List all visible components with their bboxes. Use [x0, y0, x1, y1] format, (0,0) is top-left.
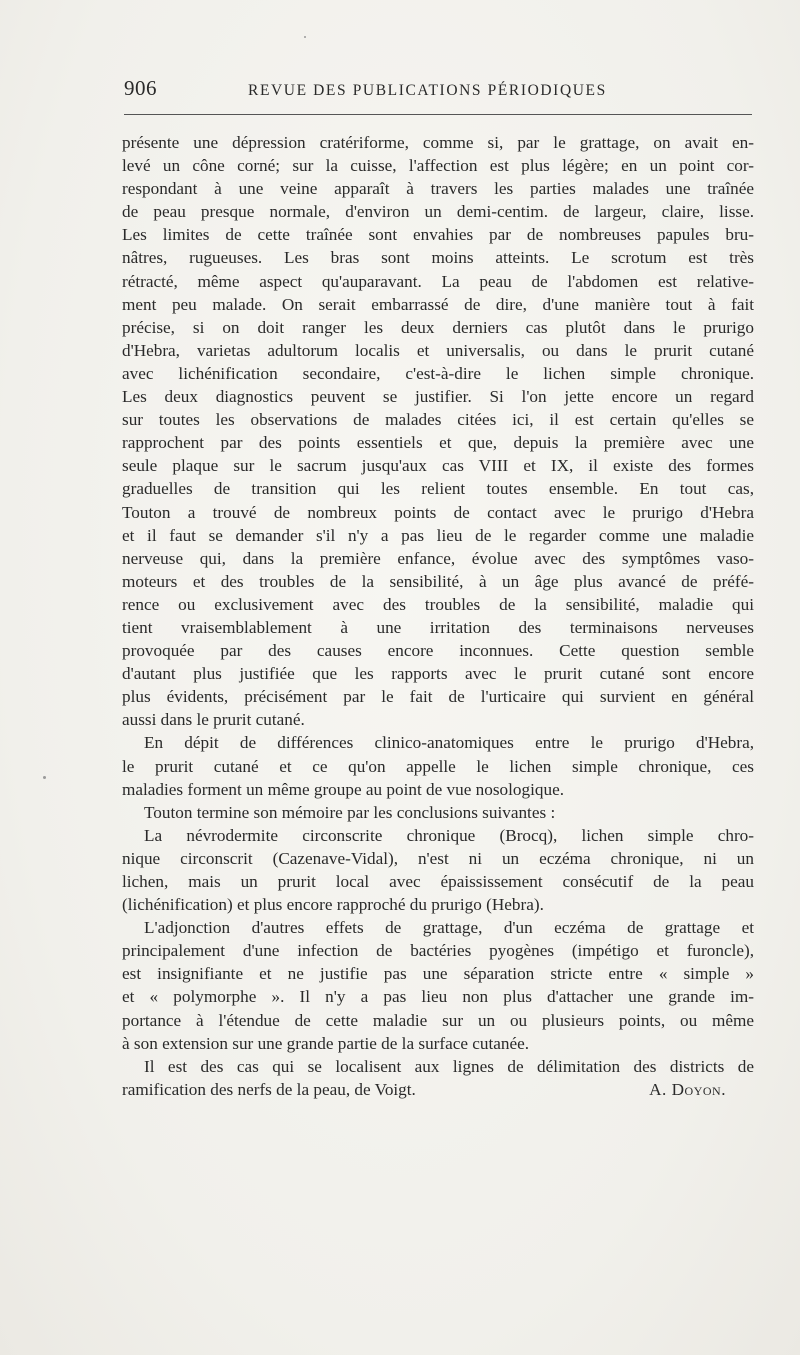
- text-line: levé un cône corné; sur la cuisse, l'affection est plus légère; en un point cor-: [122, 156, 754, 176]
- text-line: Il est des cas qui se localisent aux lignes de délimitation des districts de: [144, 1056, 754, 1076]
- text-line: présente une dépression cratériforme, comme si, par le grattage, on avait en-: [122, 133, 754, 152]
- text-line: Les deux diagnostics peuvent se justifier. Si l'on jette encore un regard: [122, 387, 754, 407]
- header-rule: [124, 114, 752, 115]
- text-line: d'autant plus justifiée que les rapports avec le prurit cutané sont encore: [122, 664, 754, 684]
- text-line: plus évidents, précisément par le fait de l'urticaire qui survient en général: [122, 687, 754, 707]
- text-line: à son extension sur une grande partie de la surface cutanée.: [122, 1033, 530, 1053]
- text-line: nerveuse qui, dans la première enfance, évolue avec des symptômes vaso-: [122, 548, 754, 568]
- text-line: Touton termine son mémoire par les conclusions suivantes :: [144, 802, 556, 822]
- text-line: et « polymorphe ». Il n'y a pas lieu non plus d'attacher une grande im-: [122, 987, 754, 1007]
- text-line: maladies forment un même groupe au point de vue nosologique.: [122, 779, 564, 799]
- text-line: principalement d'une infection de bactéries pyogènes (impétigo et furoncle),: [122, 941, 754, 961]
- text-line: le prurit cutané et ce qu'on appelle le lichen simple chronique, ces: [122, 756, 754, 776]
- text-line: moteurs et des troubles de la sensibilité, à un âge plus avancé de préfé-: [122, 571, 754, 591]
- text-line: nâtres, rugueuses. Les bras sont moins atteints. Le scrotum est très: [122, 248, 754, 268]
- text-line: Touton a trouvé de nombreux points de contact avec le prurigo d'Hebra: [122, 502, 754, 522]
- text-line: respondant à une veine apparaît à travers les parties malades une traînée: [122, 179, 754, 199]
- text-line: sur toutes les observations de malades citées ici, il est certain qu'elles se: [122, 410, 754, 430]
- article-body: [122, 131, 754, 1101]
- author-signature: A. Doyon.: [649, 1079, 726, 1099]
- text-line: est insignifiante et ne justifie pas une séparation stricte entre « simple »: [122, 964, 754, 984]
- text-line: graduelles de transition qui les relient toutes ensemble. En tout cas,: [122, 479, 754, 499]
- last-line: [122, 1078, 754, 1101]
- text-line: rapprochent par des points essentiels et que, depuis la première avec une: [122, 433, 754, 453]
- ink-speck: [43, 776, 46, 779]
- text-line: rétracté, même aspect qu'auparavant. La peau de l'abdomen est relative-: [122, 271, 754, 291]
- text-line: tient vraisemblablement à une irritation des terminaisons nerveuses: [122, 617, 754, 637]
- page-number: 906: [124, 76, 157, 100]
- text-line: ramification des nerfs de la peau, de Voigt.: [122, 1079, 416, 1099]
- text-line: (lichénification) et plus encore rapproché du prurigo (Hebra).: [122, 895, 544, 915]
- text-line: Les limites de cette traînée sont envahies par de nombreuses papules bru-: [122, 225, 754, 245]
- text-line: En dépit de différences clinico-anatomiques entre le prurigo d'Hebra,: [144, 733, 754, 753]
- text-line: portance à l'étendue de cette maladie sur un ou plusieurs points, ou même: [122, 1010, 754, 1030]
- text-line: ment peu malade. On serait embarrassé de dire, d'une manière tout à fait: [122, 294, 754, 314]
- text-line: La névrodermite circonscrite chronique (Brocq), lichen simple chro-: [144, 825, 754, 845]
- text-line: d'Hebra, varietas adultorum localis et universalis, ou dans le prurit cutané: [122, 340, 754, 360]
- text-line: L'adjonction d'autres effets de grattage, d'un eczéma de grattage et: [144, 918, 754, 938]
- ink-speck: [304, 36, 306, 38]
- text-line: provoquée par des causes encore inconnues. Cette question semble: [122, 641, 754, 661]
- text-line: avec lichénification secondaire, c'est-à-dire le lichen simple chronique.: [122, 363, 754, 383]
- page-header: [124, 76, 752, 106]
- text-line: et il faut se demander s'il n'y a pas lieu de le regarder comme une maladie: [122, 525, 754, 545]
- text-line: nique circonscrit (Cazenave-Vidal), n'est ni un eczéma chronique, ni un: [122, 848, 754, 868]
- running-title: REVUE DES PUBLICATIONS PÉRIODIQUES: [248, 82, 607, 99]
- text-line: de peau presque normale, d'environ un demi-centim. de largeur, claire, lisse.: [122, 202, 754, 222]
- text-line: rence ou exclusivement avec des troubles de la sensibilité, maladie qui: [122, 594, 754, 614]
- text-line: précise, si on doit ranger les deux derniers cas plutôt dans le prurigo: [122, 317, 754, 337]
- text-line: aussi dans le prurit cutané.: [122, 710, 305, 730]
- text-line: lichen, mais un prurit local avec épaississement consécutif de la peau: [122, 872, 754, 891]
- text-line: seule plaque sur le sacrum jusqu'aux cas VIII et IX, il existe des formes: [122, 456, 754, 476]
